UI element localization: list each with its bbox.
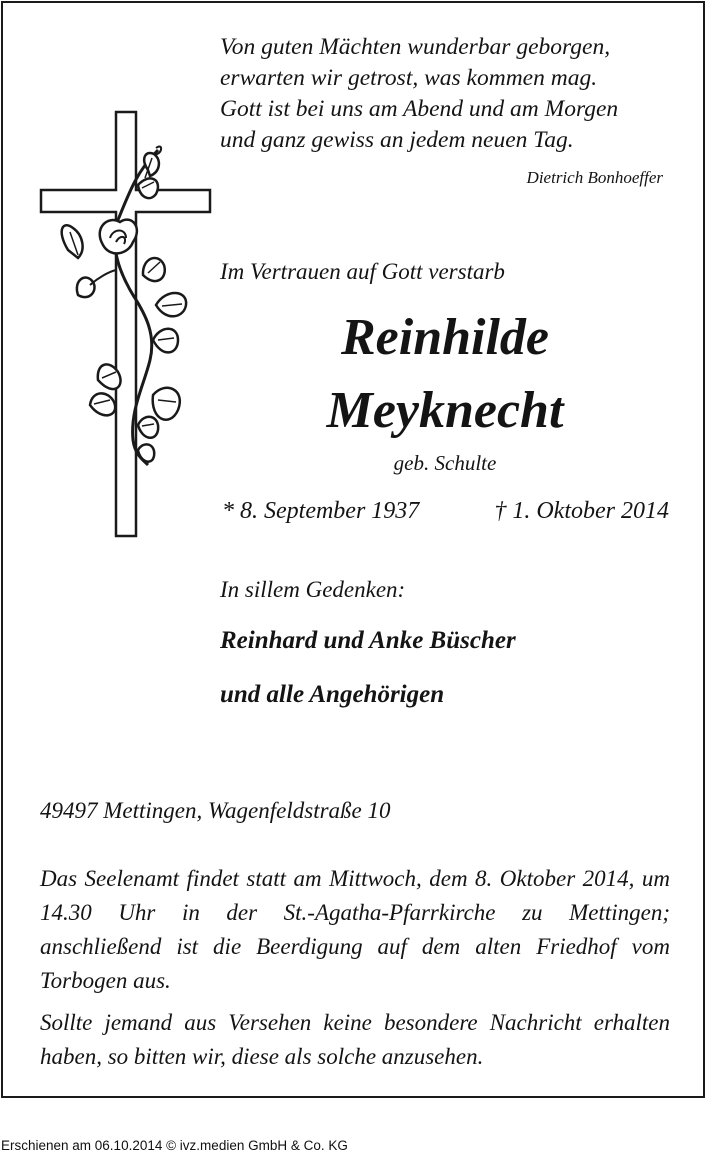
publication-footer: Erschienen am 06.10.2014 © ivz.medien GmbH & Co. KG [1,1138,348,1153]
address: 49497 Mettingen, Wagenfeldstraße 10 [40,798,391,823]
poem-line: Von guten Mächten wunderbar geborgen, [220,34,611,60]
deceased-first-name: Reinhilde [340,309,550,366]
cross-with-rose-icon [38,110,213,540]
service-paragraph: Das Seelenamt findet statt am Mittwoch, dem 8. Oktober 2014, um 14.30 Uhr in der St.-Agatha-Pfarrkirche zu Mettingen; anschließend ist die Beerdigung auf dem alten Friedhof vom Torbogen aus. [40,866,670,993]
poem-author: Dietrich Bonhoeffer [526,168,663,187]
birth-date: * 8. September 1937 [222,498,420,524]
notice-paragraph: Sollte jemand aus Versehen keine besondere Nachricht erhalten haben, so bitten wir, diese als solche anzusehen. [40,1010,670,1069]
memory-intro: In sillem Gedenken: [220,577,406,602]
poem [220,32,680,156]
intro-text: Im Vertrauen auf Gott verstarb [220,259,505,284]
poem-line: und ganz gewiss an jedem neuen Tag. [220,127,574,153]
mourners-line: und alle Angehörigen [220,681,445,708]
poem-line: Gott ist bei uns am Abend und am Morgen [220,96,619,122]
death-date: † 1. Oktober 2014 [494,498,669,524]
birth-name: geb. Schulte [393,451,497,475]
deceased-last-name: Meyknecht [326,382,564,439]
mourners-line: Reinhard und Anke Büscher [220,627,516,654]
poem-line: erwarten wir getrost, was kommen mag. [220,65,598,91]
